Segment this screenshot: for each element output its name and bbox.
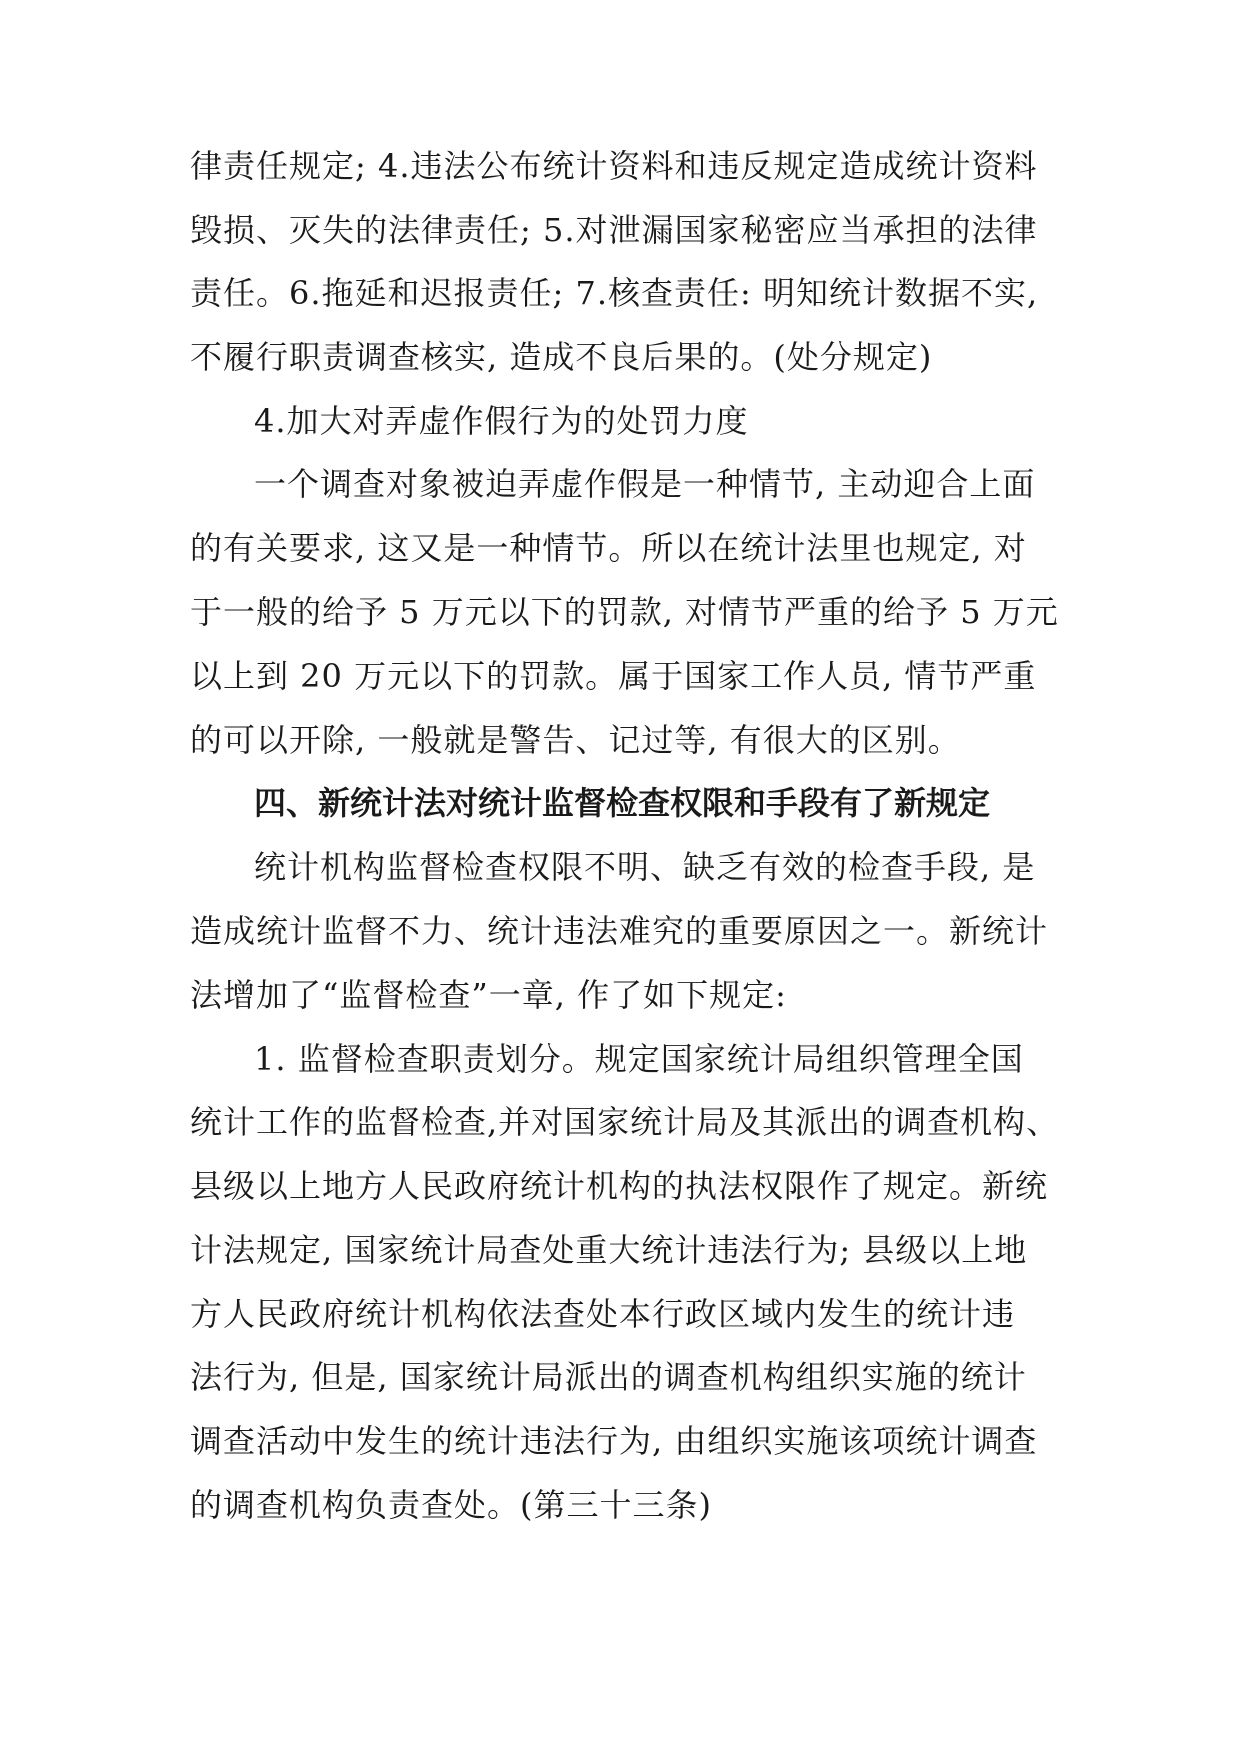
text-line: 计法规定, 国家统计局查处重大统计违法行为; 县级以上地 [190,1231,1028,1269]
text-line: 的可以开除, 一般就是警告、记过等, 有很大的区别。 [190,721,961,759]
text-line: 方人民政府统计机构依法查处本行政区域内发生的统计违 [190,1295,1016,1333]
text-line: 于一般的给予 5 万元以下的罚款, 对情节严重的给予 5 万元 [190,593,1059,631]
text-line: 毁损、灭失的法律责任; 5.对泄漏国家秘密应当承担的法律 [190,211,1038,249]
text-line: 不履行职责调查核实, 造成不良后果的。(处分规定) [190,338,933,376]
section-heading: 四、新统计法对统计监督检查权限和手段有了新规定 [254,784,991,822]
text-line: 以上到 20 万元以下的罚款。属于国家工作人员, 情节严重 [190,657,1037,695]
subsection-title: 4.加大对弄虚作假行为的处罚力度 [254,402,749,440]
text-line: 1. 监督检查职责划分。规定国家统计局组织管理全国 [254,1040,1024,1078]
text-line: 一个调查对象被迫弄虚作假是一种情节, 主动迎合上面 [254,465,1036,503]
text-line: 的有关要求, 这又是一种情节。所以在统计法里也规定, 对 [190,529,1027,567]
text-line: 责任。6.拖延和迟报责任; 7.核查责任: 明知统计数据不实, [190,274,1039,312]
text-line: 的调查机构负责查处。(第三十三条) [190,1486,712,1524]
text-line: 统计机构监督检查权限不明、缺乏有效的检查手段, 是 [254,848,1036,886]
text-line: 造成统计监督不力、统计违法难究的重要原因之一。新统计 [190,912,1049,950]
text-line: 统计工作的监督检查,并对国家统计局及其派出的调查机构、 [190,1103,1060,1141]
text-line: 县级以上地方人民政府统计机构的执法权限作了规定。新统 [190,1167,1049,1205]
text-line: 律责任规定; 4.违法公布统计资料和违反规定造成统计资料 [190,147,1038,185]
text-line: 法增加了“监督检查”一章, 作了如下规定: [190,976,787,1014]
text-line: 调查活动中发生的统计违法行为, 由组织实施该项统计调查 [190,1422,1038,1460]
text-line: 法行为, 但是, 国家统计局派出的调查机构组织实施的统计 [190,1358,1027,1396]
